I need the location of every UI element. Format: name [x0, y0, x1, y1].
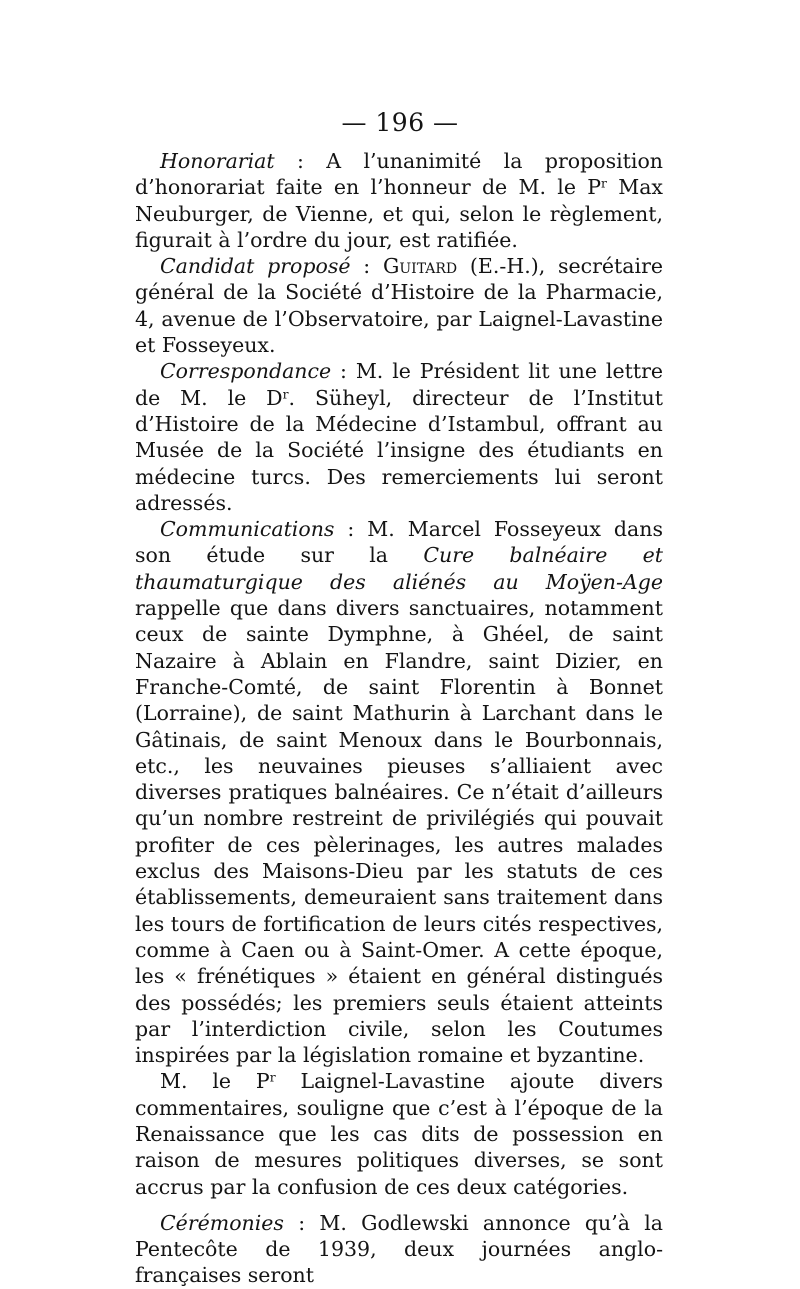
paragraph-laignel	[135, 1068, 663, 1199]
honorariat-text-b: Max Neuburger, de Vienne, et qui, selon le règlement, figurait à l’ordre du jour, est ratifiée.	[135, 175, 663, 252]
paragraph-correspondance	[135, 358, 663, 516]
candidat-text-b: (E.-H.), secrétaire général de la Société d’Histoire de la Pharmacie, 4, avenue de l’Observatoire, par Laignel-Lavastine et Fosseyeux.	[135, 254, 663, 358]
paragraph-gap	[135, 1200, 663, 1210]
heading-correspondance: Correspondance	[160, 359, 332, 384]
correspondance-text-b: . Süheyl, directeur de l’Institut d’Histoire de la Médecine d’Istambul, offrant au Musée de la Société l’insigne des étudiants en médecine turcs. Des remerciements lui seront adressés.	[135, 385, 663, 515]
communications-text-b: rappelle que dans divers sanctuaires, notamment ceux de sainte Dymphne, à Ghéel, de saint Nazaire à Ablain en Flandre, saint Dizier, en Franche-Comté, de saint Florentin à Bonnet (Lorraine), de saint Mathurin à Larchant dans le Gâtinais, de saint Menoux dans le Bourbonnais, etc., les neuvaines pieuses s’alliaient avec diverses pratiques balnéaires. Ce n’était d’ailleurs qu’un nombre restreint de privilégiés qui pouvait profiter de ces pèlerinages, les autres malades exclus des Maisons-Dieu par les statuts de ces établissements, demeuraient sans traitement dans les tours de fortification de leurs cités respectives, comme à Caen ou à Saint-Omer. A cette époque, les « frénétiques » étaient en général distingués des possédés; les premiers seuls étaient atteints par l’interdiction civile, selon les Coutumes inspirées par la législation romaine et byzantine.	[135, 596, 663, 1068]
honorariat-text-a: : A l’unanimité la proposition d’honorariat faite en l’honneur de M. le P	[135, 149, 663, 200]
body-text	[135, 148, 663, 1289]
heading-ceremonies: Cérémonies	[160, 1210, 284, 1235]
paragraph-honorariat	[135, 148, 663, 253]
heading-honorariat: Honorariat	[160, 149, 275, 173]
page-number: — 196 —	[341, 108, 459, 137]
honorariat-sup: r	[601, 176, 607, 191]
laignel-text-a: M. le P	[160, 1069, 270, 1094]
correspondance-text-a: : M. le Président lit une lettre de M. le D	[135, 359, 663, 410]
paragraph-ceremonies	[135, 1210, 663, 1289]
candidat-name: Guitard	[382, 254, 458, 279]
candidat-text-a: :	[350, 254, 383, 279]
laignel-text-b: Laignel-Lavastine ajoute divers commentaires, souligne que c’est à l’époque de la Renaissance que les cas dits de possession en raison de mesures politiques diverses, se sont accrus par la confusion de ces deux catégories.	[135, 1069, 663, 1199]
paragraph-candidat	[135, 253, 663, 358]
communications-title: Cure balnéaire et thaumaturgique des aliénés au Moÿen-Age	[135, 543, 664, 594]
correspondance-sup: r	[282, 386, 289, 401]
heading-candidat: Candidat proposé	[160, 254, 351, 279]
paragraph-communications	[135, 516, 663, 1068]
communications-text-a: : M. Marcel Fosseyeux dans son étude sur la	[135, 517, 663, 568]
ceremonies-text-a: : M. Godlewski annonce qu’à la Pentecôte de 1939, deux journées anglo-françaises seront	[135, 1210, 663, 1288]
heading-communications: Communications	[160, 517, 335, 542]
laignel-sup: r	[269, 1070, 276, 1085]
